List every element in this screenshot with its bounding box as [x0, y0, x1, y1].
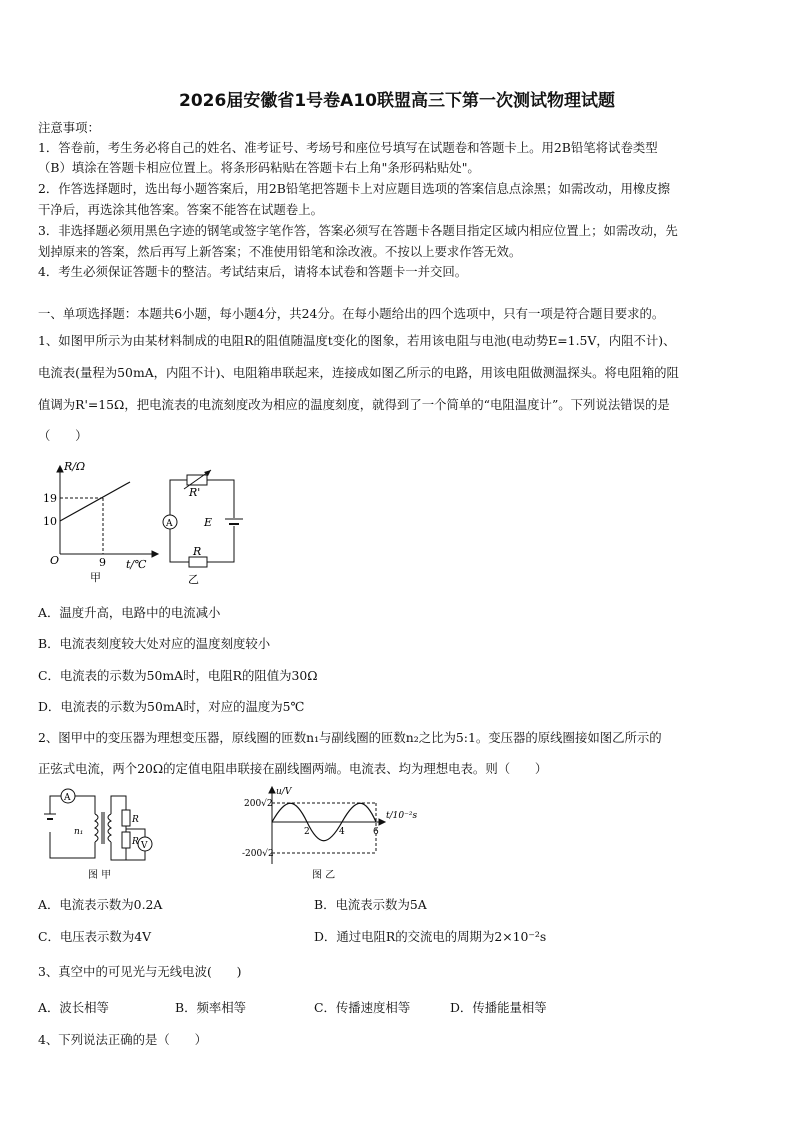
q1-stem-line-2: 电流表(量程为50mA，内阻不计)、电阻箱串联起来，连接成如图乙所示的电路，用该电阻做测温探头。将电阻箱的阻 [38, 365, 679, 380]
notice-line-6: 划掉原来的答案，然后再写上新答案；不准使用铅笔和涂改液。不按以上要求作答无效。 [38, 244, 522, 259]
ammeter-label: A [166, 519, 173, 529]
caption-jia: 甲 [90, 571, 101, 584]
q2-stem-line-2: 正弦式电流，两个20Ω的定值电阻串联接在副线圈两端。电流表、均为理想电表。则（ ） [38, 761, 548, 776]
ammeter-q2-label: A [64, 793, 71, 803]
t-arrow [379, 819, 385, 825]
r2-label: R [132, 837, 139, 847]
caption-fig-yi: 图 乙 [312, 870, 336, 881]
q2-option-d[interactable]: D．通过电阻R的交流电的周期为2×10⁻²s [314, 929, 547, 944]
resistor-2 [122, 832, 130, 848]
circuit-loop [170, 480, 234, 562]
q2-option-c[interactable]: C．电压表示数为4V [38, 929, 152, 944]
primary-coil [95, 814, 98, 842]
resistor-r [189, 557, 207, 567]
u-arrow [269, 787, 275, 793]
x-tick-9: 9 [99, 556, 106, 569]
t-tick-6: 6 [373, 827, 379, 837]
notice-line-1: 1．答卷前，考生务必将自己的姓名、准考证号、考场号和座位号填写在试题卷和答题卡上。用2B铅笔将试卷类型 [38, 140, 658, 155]
y-axis-label: R/Ω [64, 460, 86, 473]
q1-figure [38, 456, 258, 588]
u-axis-label: u/V [276, 787, 292, 797]
resistor-label: R [193, 545, 202, 558]
caption-yi: 乙 [188, 573, 199, 586]
y-tick-10: 10 [43, 515, 57, 528]
resistor-1 [122, 810, 130, 826]
x-arrow [152, 551, 158, 557]
r1-label: R [132, 815, 139, 825]
q1-option-d[interactable]: D．电流表的示数为50mA时，对应的温度为5℃ [38, 699, 305, 714]
notice-heading: 注意事项： [38, 120, 100, 135]
q3-stem: 3、真空中的可见光与无线电波( ) [38, 964, 242, 979]
caption-fig-jia: 图 甲 [88, 870, 112, 881]
notice-line-7: 4．考生必须保证答题卡的整洁。考试结束后，请将本试卷和答题卡一并交回。 [38, 264, 468, 279]
q3-option-c[interactable]: C．传播速度相等 [314, 1000, 411, 1015]
u-trough-label: -200√2 [242, 849, 274, 859]
primary-wire-bottom [50, 832, 95, 858]
n1-label: n₁ [74, 827, 84, 837]
q1-option-c[interactable]: C．电流表的示数为50mA时，电阻R的阻值为30Ω [38, 668, 318, 683]
secondary-coil [108, 814, 111, 842]
q4-stem: 4、下列说法正确的是（ ） [38, 1032, 207, 1047]
q2-figure [40, 784, 420, 884]
q1-option-a[interactable]: A．温度升高，电路中的电流减小 [38, 605, 221, 620]
q3-option-a[interactable]: A．波长相等 [38, 1000, 109, 1015]
q2-stem-line-1: 2、图甲中的变压器为理想变压器，原线圈的匝数n₁与副线圈的匝数n₂之比为5:1。变压器的原线圈接如图乙所示的 [38, 730, 662, 745]
r-t-line [60, 482, 130, 521]
q3-option-b[interactable]: B．频率相等 [175, 1000, 247, 1015]
notice-line-3: 2．作答选择题时，选出每小题答案后，用2B铅笔把答题卡上对应题目选项的答案信息点涂黑；如需改动，用橡皮擦 [38, 181, 671, 196]
y-arrow [57, 466, 63, 472]
q1-stem-line-1: 1、如图甲所示为由某材料制成的电阻R的阻值随温度t变化的图象，若用该电阻与电池(电动势E=1.5V，内阻不计)、 [38, 333, 676, 348]
y-tick-19: 19 [43, 492, 57, 505]
page-title: 2026届安徽省1号卷A10联盟高三下第一次测试物理试题 [179, 91, 615, 111]
voltmeter-wire-bottom [126, 851, 145, 860]
q3-option-d[interactable]: D．传播能量相等 [450, 1000, 547, 1015]
notice-line-4: 干净后，再选涂其他答案。答案不能答在试题卷上。 [38, 202, 323, 217]
notice-line-2: （B）填涂在答题卡相应位置上。将条形码粘贴在答题卡右上角"条形码粘贴处"。 [38, 160, 480, 175]
t-tick-2: 2 [304, 827, 310, 837]
x-axis-label: t/℃ [126, 558, 147, 571]
notice-line-5: 3．非选择题必须用黑色字迹的钢笔或签字笔作答，答案必须写在答题卡各题目指定区域内相应位置上；如需改动，先 [38, 223, 678, 238]
voltmeter-label: V [141, 841, 148, 851]
q2-option-b[interactable]: B．电流表示数为5A [314, 897, 427, 912]
emf-label: E [204, 516, 213, 529]
section-heading: 一、单项选择题：本题共6小题，每小题4分，共24分。在每小题给出的四个选项中，只有一项是符合题目要求的。 [38, 306, 665, 321]
t-axis-label: t/10⁻²s [386, 811, 418, 821]
rbox-label: R' [189, 486, 201, 499]
q1-option-b[interactable]: B．电流表刻度较大处对应的温度刻度较小 [38, 636, 271, 651]
q1-stem-line-3: 值调为R'=15Ω，把电流表的电流刻度改为相应的温度刻度，就得到了一个简单的“电阻温度计”。下列说法错误的是 [38, 397, 670, 412]
q1-stem-line-4: （ ） [38, 428, 88, 443]
u-peak-label: 200√2 [244, 799, 273, 809]
t-tick-4: 4 [339, 827, 345, 837]
q2-option-a[interactable]: A．电流表示数为0.2A [38, 897, 163, 912]
origin-label: O [50, 554, 60, 567]
